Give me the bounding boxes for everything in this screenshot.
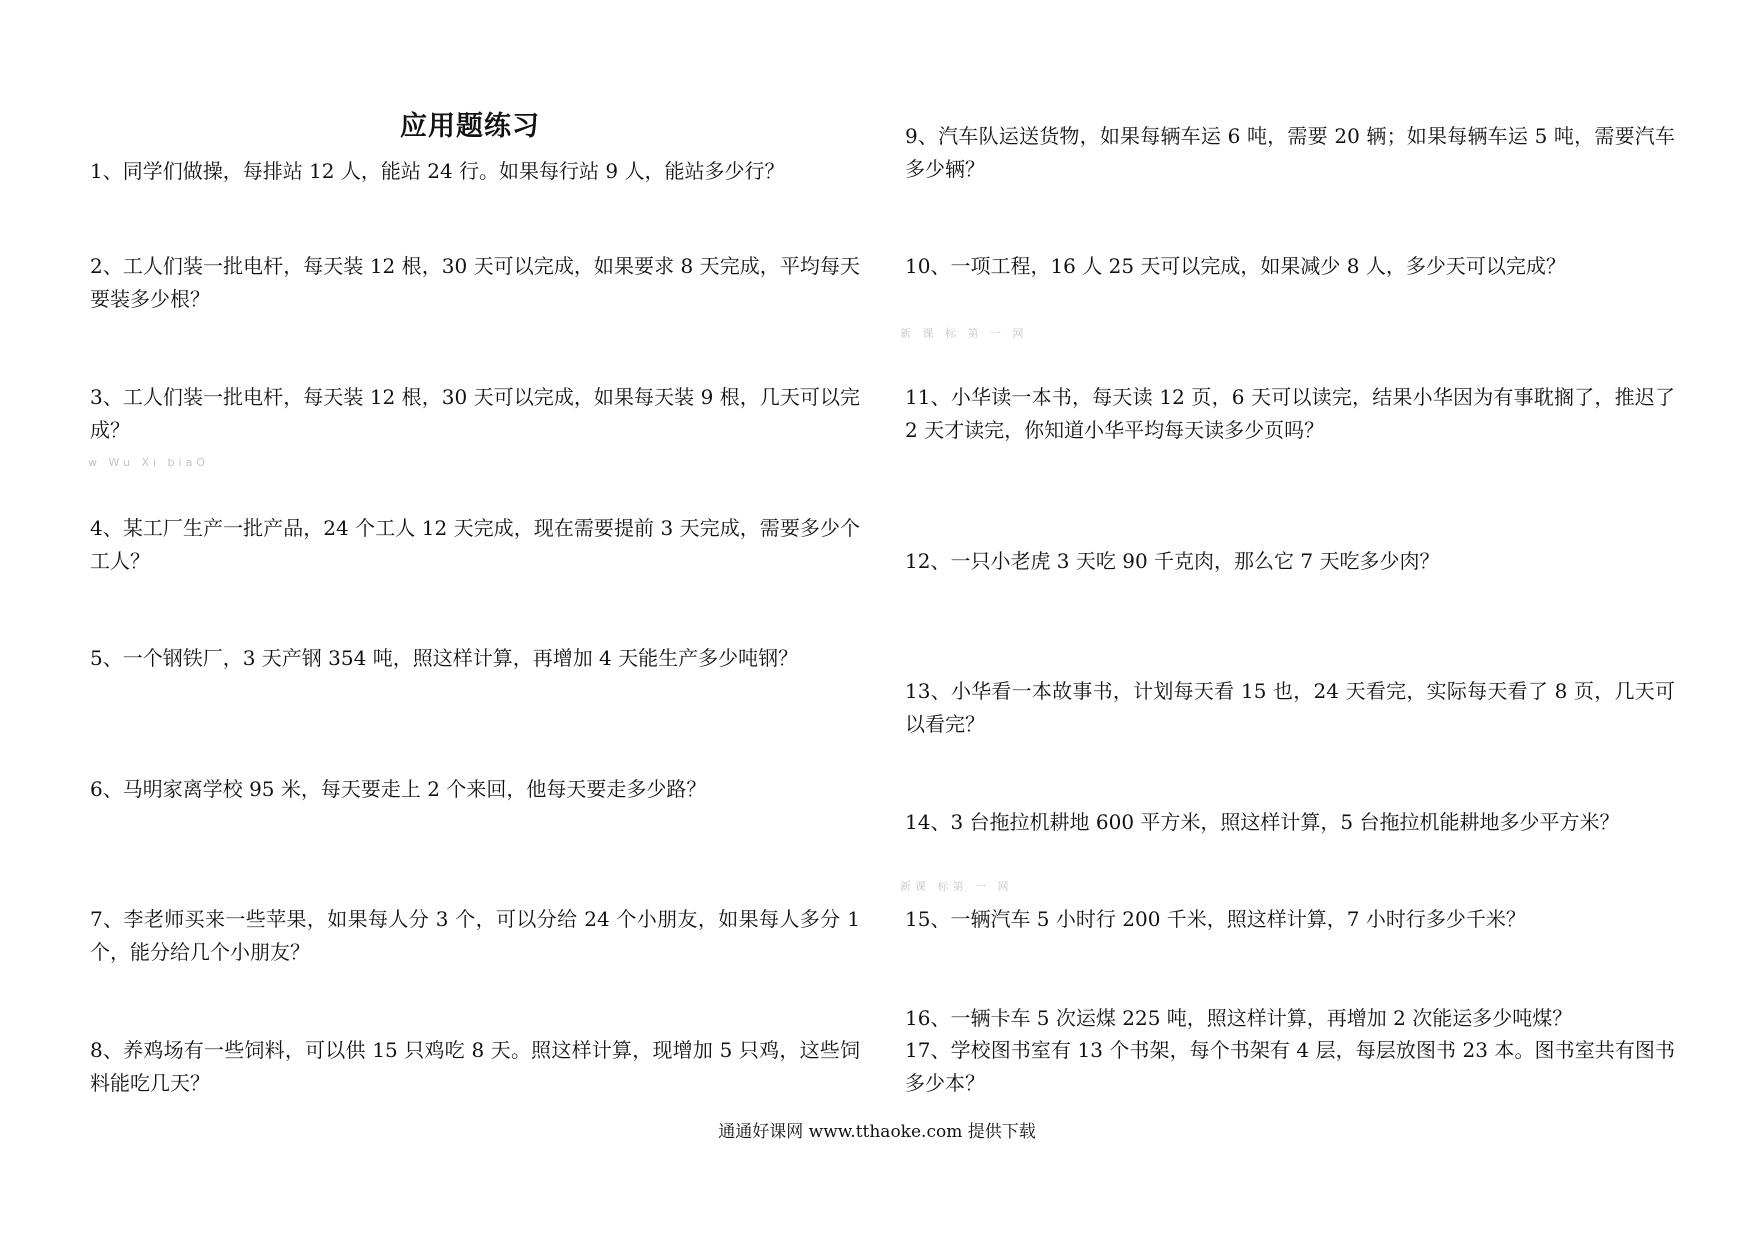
- question-5: 5、一个钢铁厂，3 天产钢 354 吨，照这样计算，再增加 4 天能生产多少吨钢？: [90, 646, 799, 670]
- watermark: w Wu Xi biaO: [88, 456, 209, 469]
- question-4: 4、某工厂生产一批产品，24 个工人 12 天完成，现在需要提前 3 天完成，需要多少个工人？: [90, 516, 860, 573]
- watermark: 新课 标第 一 网: [900, 880, 1013, 893]
- question-16: 16、一辆卡车 5 次运煤 225 吨，照这样计算，再增加 2 次能运多少吨煤？: [905, 1006, 1573, 1030]
- question-17: 17、学校图书室有 13 个书架，每个书架有 4 层，每层放图书 23 本。图书室共有图书多少本？: [905, 1038, 1675, 1095]
- question-6: 6、马明家离学校 95 米，每天要走上 2 个来回，他每天要走多少路？: [90, 777, 707, 801]
- question-9: 9、汽车队运送货物，如果每辆车运 6 吨，需要 20 辆；如果每辆车运 5 吨，需要汽车多少辆？: [905, 124, 1675, 181]
- question-7: 7、李老师买来一些苹果，如果每人分 3 个，可以分给 24 个小朋友，如果每人多分 1 个，能分给几个小朋友？: [90, 907, 860, 964]
- question-8: 8、养鸡场有一些饲料，可以供 15 只鸡吃 8 天。照这样计算，现增加 5 只鸡，这些饲料能吃几天？: [90, 1038, 860, 1095]
- question-11: 11、小华读一本书，每天读 12 页，6 天可以读完，结果小华因为有事耽搁了，推迟了 2 天才读完，你知道小华平均每天读多少页吗？: [905, 385, 1675, 442]
- question-3: 3、工人们装一批电杆，每天装 12 根，30 天可以完成，如果每天装 9 根，几天可以完成？: [90, 385, 860, 442]
- worksheet-title: 应用题练习: [400, 111, 540, 142]
- watermark: 新 课 标 第 一 网: [900, 327, 1028, 340]
- question-14: 14、3 台拖拉机耕地 600 平方米，照这样计算，5 台拖拉机能耕地多少平方米？: [905, 810, 1620, 834]
- question-2: 2、工人们装一批电杆，每天装 12 根，30 天可以完成，如果要求 8 天完成，平均每天要装多少根？: [90, 254, 860, 311]
- question-12: 12、一只小老虎 3 天吃 90 千克肉，那么它 7 天吃多少肉？: [905, 549, 1440, 573]
- footer-credit: 通通好课网 www.tthaoke.com 提供下载: [718, 1122, 1036, 1142]
- question-13: 13、小华看一本故事书，计划每天看 15 也，24 天看完，实际每天看了 8 页，几天可以看完？: [905, 679, 1675, 736]
- question-1: 1、同学们做操，每排站 12 人，能站 24 行。如果每行站 9 人，能站多少行？: [90, 159, 785, 183]
- question-10: 10、一项工程，16 人 25 天可以完成，如果减少 8 人，多少天可以完成？: [905, 254, 1566, 278]
- question-15: 15、一辆汽车 5 小时行 200 千米，照这样计算，7 小时行多少千米？: [905, 907, 1526, 931]
